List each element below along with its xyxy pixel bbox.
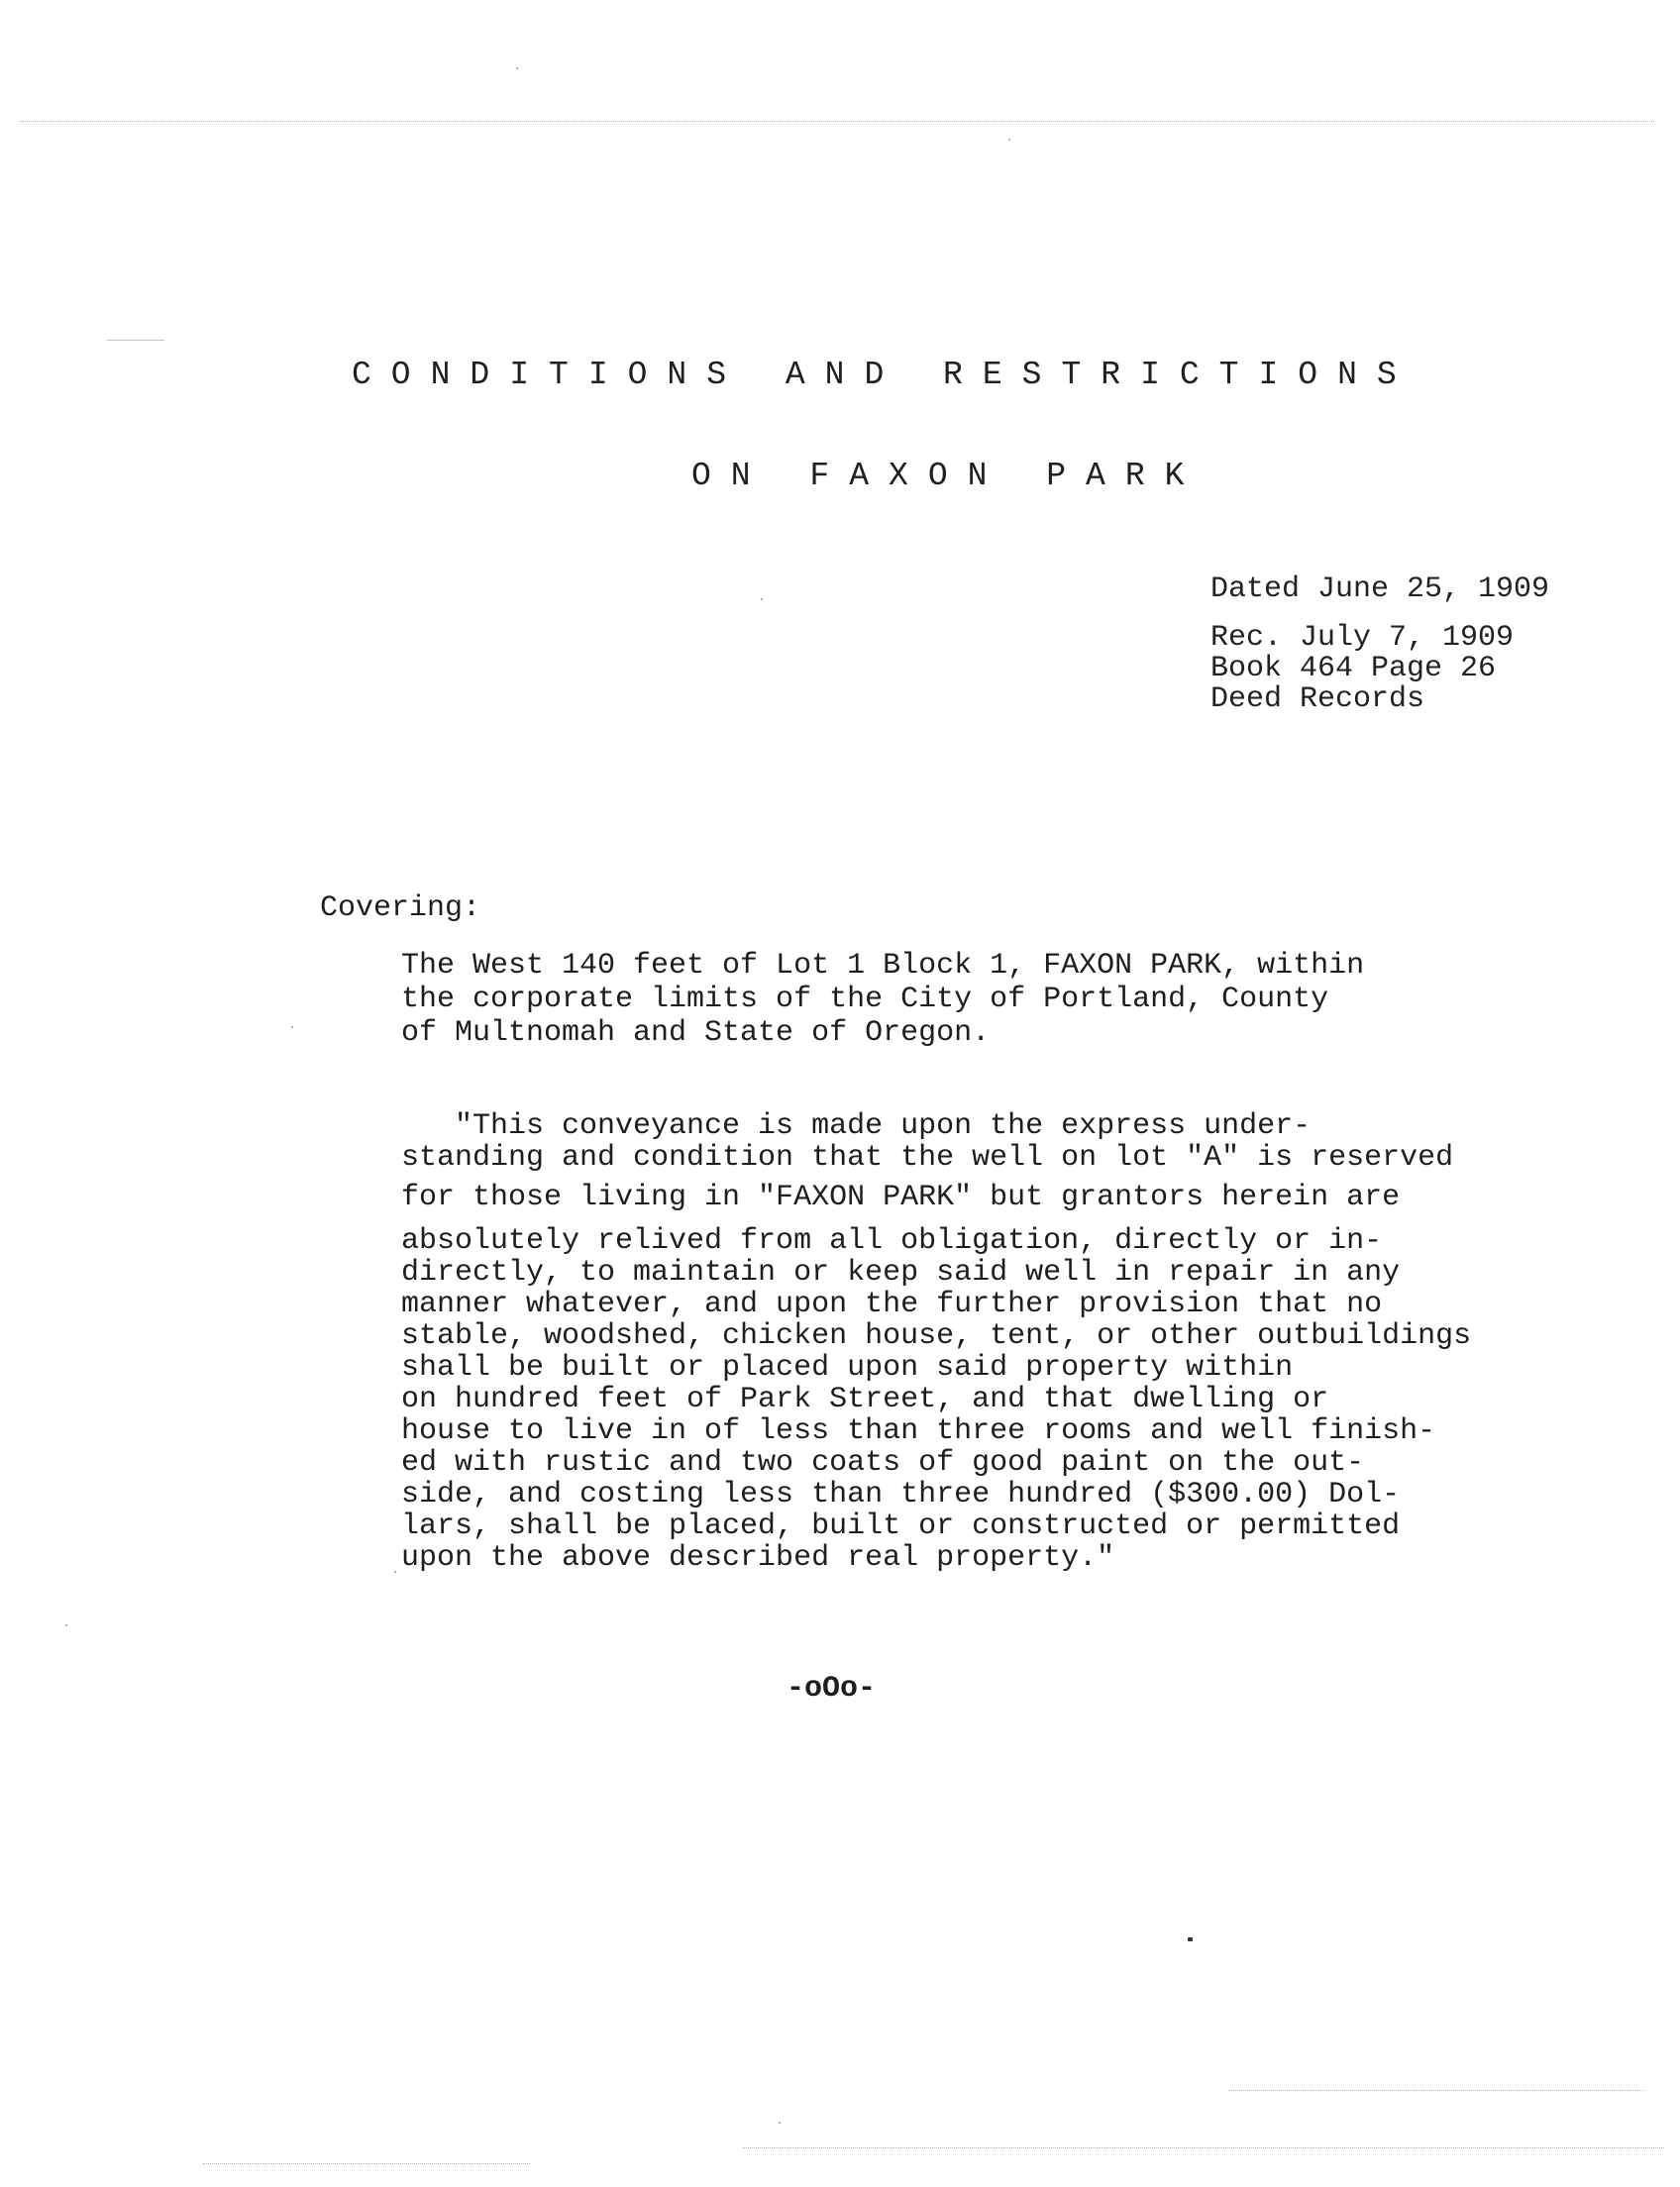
quote-line: absolutely relived from all obligation, directly or in- [401,1224,1383,1258]
scan-speck [65,1624,67,1626]
scan-speck [516,67,518,69]
scan-edge-bottom-right [1228,2090,1644,2091]
scan-edge-bottom [743,2147,1664,2148]
quote-line: ed with rustic and two coats of good paint on the out- [401,1446,1365,1480]
record-dated: Dated June 25, 1909 [1210,573,1550,606]
quote-line: upon the above described real property." [401,1541,1115,1575]
scan-edge-bottom-left [203,2163,530,2164]
quote-line: directly, to maintain or keep said well in repair in any [401,1256,1401,1290]
scan-speck [761,598,763,600]
end-mark: -oOo- [787,1672,877,1706]
quote-line: "This conveyance is made upon the express under- [401,1109,1312,1143]
scan-speck [1008,139,1010,141]
quote-line: shall be built or placed upon said property within [401,1351,1294,1385]
scan-speck [779,2122,781,2124]
quote-line: stable, woodshed, chicken house, tent, or other outbuildings [401,1319,1472,1353]
property-description [401,949,1364,1050]
description-line: the corporate limits of the City of Portland, County [401,983,1329,1016]
record-deed-records: Deed Records [1210,682,1425,716]
quote-line: house to live in of less than three rooms and well finish- [401,1414,1436,1448]
covering-label: Covering: [320,891,481,925]
scan-mark-left [107,340,164,341]
scan-speck [291,1026,293,1028]
description-line: The West 140 feet of Lot 1 Block 1, FAXON PARK, within [401,949,1365,983]
quote-line: for those living in "FAXON PARK" but grantors herein are [401,1181,1401,1214]
quote-line: lars, shall be placed, built or constructed or permitted [401,1510,1401,1543]
record-book: Book 464 Page 26 [1210,652,1497,685]
quote-line: standing and condition that the well on lot "A" is reserved [401,1141,1454,1175]
quote-line: side, and costing less than three hundred ($300.00) Dol- [401,1478,1401,1511]
scan-speck [394,1571,396,1573]
quote-line: manner whatever, and upon the further provision that no [401,1288,1383,1321]
title-line-1: CONDITIONS AND RESTRICTIONS [352,357,1417,393]
scan-edge-top [20,121,1654,122]
record-rec: Rec. July 7, 1909 [1210,621,1515,655]
quote-line: on hundred feet of Park Street, and that dwelling or [401,1383,1329,1416]
description-line: of Multnomah and State of Oregon. [401,1016,991,1050]
title-line-2: ON FAXON PARK [691,458,1205,494]
scan-speck [1188,1937,1193,1941]
